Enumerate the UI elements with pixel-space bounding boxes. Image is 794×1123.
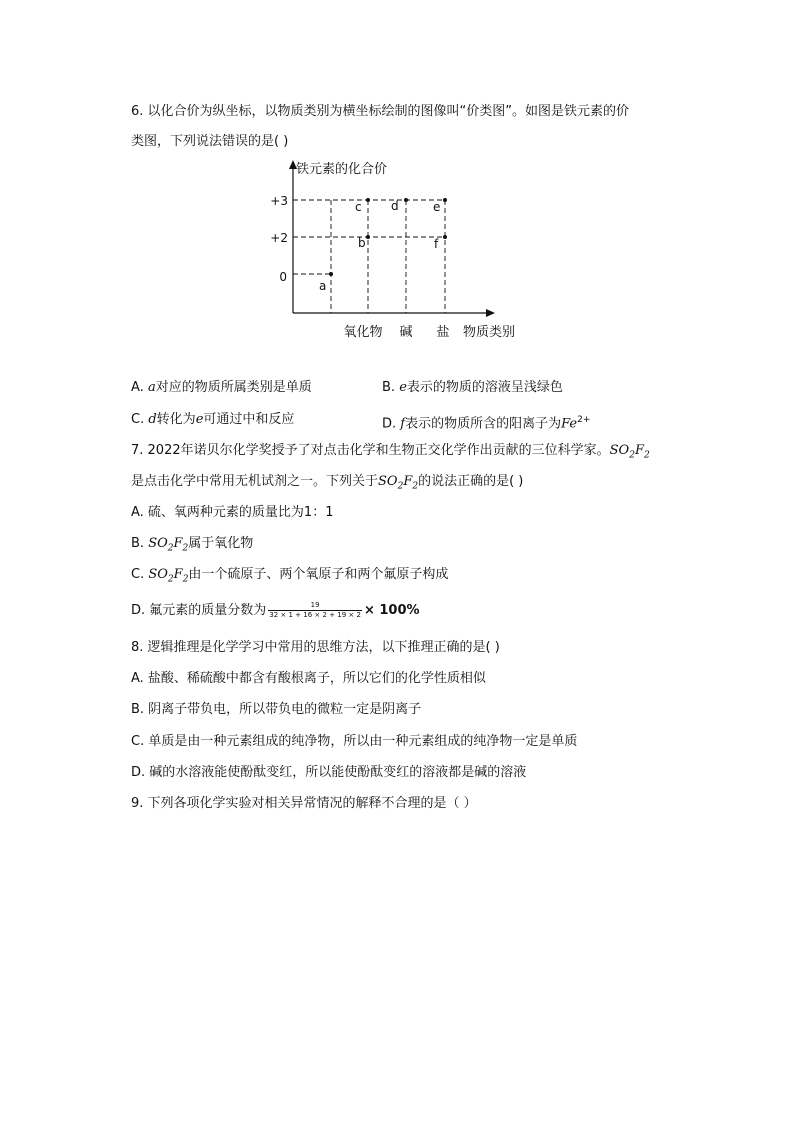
point-f [443, 235, 447, 239]
q7-stem-line2: 是点击化学中常用无机试剂之一。下列关于$SO_2F_2$的说法正确的是( ) [131, 474, 524, 492]
q6-option-b: B. e表示的物质的溶液呈浅绿色 [382, 380, 563, 395]
xtick-base: 碱 [399, 325, 413, 340]
q7-option-a: A. 硫、氧两种元素的质量比为1：1 [131, 505, 334, 520]
q8-option-c: C. 单质是由一种元素组成的纯净物，所以由一种元素组成的纯净物一定是单质 [131, 734, 578, 749]
point-d [404, 198, 408, 202]
q7-option-c: C. $SO_2F_2$由一个硫原子、两个氧原子和两个氟原子构成 [131, 567, 449, 585]
q7-stem-line1: 7. 2022年诺贝尔化学奖授予了对点击化学和生物正交化学作出贡献的三位科学家。$SO_2F_2$ [131, 443, 650, 461]
q6-option-c: C. d转化为e可通过中和反应 [131, 412, 295, 427]
label-f: f [434, 237, 439, 251]
ytick-zero: 0 [279, 270, 287, 284]
point-e [443, 198, 447, 202]
valence-class-chart [250, 150, 550, 350]
q6-option-a: A. a对应的物质所属类别是单质 [131, 380, 312, 395]
q8-option-b: B. 阴离子带负电，所以带负电的微粒一定是阴离子 [131, 702, 422, 717]
ytick-plus3: +3 [270, 194, 288, 208]
q6-option-d: D. f表示的物质所含的阳离子为$Fe^{2+}$ [382, 415, 591, 432]
q8-stem: 8. 逻辑推理是化学学习中常用的思维方法，以下推理正确的是( ) [131, 640, 500, 655]
q6-stem-line1: 6. 以化合价为纵坐标，以物质类别为横坐标绘制的图像叫“价类图”。如图是铁元素的价 [131, 104, 630, 119]
chart-ylabel: 铁元素的化合价 [296, 162, 388, 177]
q8-option-d: D. 碱的水溶液能使酚酞变红，所以能使酚酞变红的溶液都是碱的溶液 [131, 765, 527, 780]
q6-stem-line2: 类图，下列说法错误的是( ) [131, 134, 289, 149]
ytick-plus2: +2 [270, 231, 288, 245]
xtick-oxide: 氧化物 [343, 325, 383, 340]
label-c: c [355, 200, 362, 214]
q8-option-a: A. 盐酸、稀硫酸中都含有酸根离子，所以它们的化学性质相似 [131, 671, 486, 686]
q7-option-d: D. 氟元素的质量分数为 $\frac{19}{32 \times 1 + 16 \times 2 + 19 \times 2}$ × 100% [131, 601, 420, 619]
chart-xlabel: 物质类别 [463, 325, 516, 340]
label-a: a [319, 279, 327, 293]
label-b: b [358, 236, 366, 250]
mass-fraction: $\frac{19}{32 \times 1 + 16 \times 2 + 19 \times 2}$ [269, 601, 361, 619]
point-a [329, 272, 333, 276]
point-b [366, 235, 370, 239]
point-c [366, 198, 370, 202]
x-axis-arrow [486, 309, 495, 317]
xtick-salt: 盐 [436, 325, 450, 340]
label-d: d [391, 199, 399, 213]
q7-option-b: B. $SO_2F_2$属于氧化物 [131, 536, 254, 554]
q9-stem: 9. 下列各项化学实验对相关异常情况的解释不合理的是（ ） [131, 796, 477, 811]
label-e: e [433, 200, 441, 214]
